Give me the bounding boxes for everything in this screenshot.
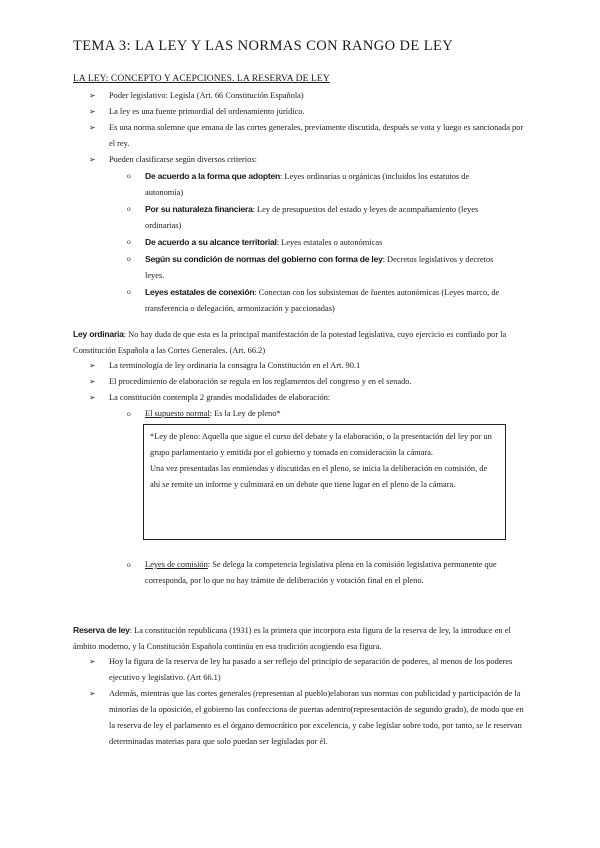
- list-item: o De acuerdo a la forma que adopten: Leyes ordinarias u orgánicas (incluidos los estatutos de autonomía): [127, 168, 509, 201]
- list-item: ➢ La ley es una fuente primordial del ordenamiento jurídico.: [89, 104, 529, 120]
- comision-list: [127, 557, 529, 589]
- arrow-bullet-icon: ➢: [89, 107, 96, 116]
- circle-bullet-icon: o: [127, 560, 131, 569]
- list-item: ➢ El procedimiento de elaboración se regula en los reglamentos del congreso y en el senado.: [89, 374, 529, 390]
- section-heading-la-ley: LA LEY: CONCEPTO Y ACEPCIONES. LA RESERVA DE LEY: [73, 74, 330, 84]
- arrow-bullet-icon: ➢: [89, 377, 96, 386]
- ley-ordinaria-bullet-list: [89, 358, 529, 406]
- arrow-bullet-icon: ➢: [89, 689, 96, 698]
- reserva-content: [89, 654, 529, 750]
- section1-content: [89, 88, 529, 317]
- ley-ordinaria-content: [89, 358, 529, 422]
- page-title: TEMA 3: LA LEY Y LAS NORMAS CON RANGO DE LEY: [73, 38, 454, 54]
- arrow-bullet-icon: ➢: [89, 393, 96, 402]
- criteria-list: [127, 168, 509, 317]
- circle-bullet-icon: o: [127, 287, 131, 296]
- modalidades-list: [127, 406, 529, 422]
- ley-ordinaria-paragraph: Ley ordinaria: No hay duda de que esta es la principal manifestación de la potestad legislativa, cuyo ejercicio es confiado por la Constitución Española a las Cortes Generales. (Art. 66.2): [73, 329, 507, 355]
- ley-ordinaria-term: Ley ordinaria: [73, 329, 124, 339]
- circle-bullet-icon: o: [127, 204, 131, 213]
- list-item: o Por su naturaleza financiera: Ley de presupuestos del estado y leyes de acompañamiento (leyes ordinarias): [127, 201, 509, 234]
- reserva-bullet-list: [89, 654, 529, 750]
- list-item: ➢ Es una norma solemne que emana de las cortes generales, previamente discutida, después se vota y luego es sancionada por el rey.: [89, 120, 529, 152]
- list-item: ➢ Hoy la figura de la reserva de ley ha pasado a ser reflejo del principio de separación de poderes, al menos de los poderes ejecutivo y legislativo. (Art 66.1): [89, 654, 529, 686]
- arrow-bullet-icon: ➢: [89, 123, 96, 132]
- list-item: ➢ Pueden clasificarse según diversos criterios:: [89, 152, 529, 168]
- list-item: o Leyes estatales de conexión: Conectan con los subsistemas de fuentes autonómicas (Leyes marco, de transferencia o delegación, armonización y paccionadas): [127, 284, 509, 317]
- ley-de-pleno-note-box: [143, 424, 506, 540]
- arrow-bullet-icon: ➢: [89, 155, 96, 164]
- circle-bullet-icon: o: [127, 409, 131, 418]
- list-item: ➢ La terminología de ley ordinaria la consagra la Constitución en el Art. 90.1: [89, 358, 529, 374]
- list-item: o El supuesto normal: Es la Ley de pleno*: [127, 406, 529, 422]
- list-item: o Leyes de comisión: Se delega la competencia legislativa plena en la comisión legislativa permanente que corresponda, por lo que no hay trámite de deliberación y votación final en el pleno.: [127, 557, 529, 589]
- list-item: ➢ Además, mientras que las cortes generales (representan al pueblo)elaboran sus normas con publicidad y participación de la minorías de la oposición, el gobierno las confecciona de puertas adentro(representación de segundo grado), de modo que en la reserva de ley el parlamento es el órgano democrático por excelencia, y cabe legislar sobre todo, por tanto, se le reservan determinadas materias para que solo puedan ser legisladas por él.: [89, 686, 529, 750]
- note-paragraph: Una vez presentadas las enmiendas y discutidas en el pleno, se inicia la deliberación en comisión, de ahí se remite un informe y culminará en un debate que tiene lugar en el pleno de la cámara.: [150, 464, 488, 489]
- note-paragraph: *Ley de pleno: Aquella que sigue el curso del debate y la elaboración, o la presentación del ley por un grupo parlamentario y emitida por el gobierno y tomada en consideración la cámara.: [150, 432, 492, 457]
- circle-bullet-icon: o: [127, 237, 131, 246]
- list-item: ➢ Poder legislativo: Legisla (Art. 66 Constitución Española): [89, 88, 529, 104]
- list-item: o De acuerdo a su alcance territorial: Leyes estatales o autonómicas: [127, 234, 509, 251]
- arrow-bullet-icon: ➢: [89, 91, 96, 100]
- leyes-comision-content: [127, 557, 529, 589]
- circle-bullet-icon: o: [127, 171, 131, 180]
- arrow-bullet-icon: ➢: [89, 361, 96, 370]
- circle-bullet-icon: o: [127, 254, 131, 263]
- arrow-bullet-icon: ➢: [89, 657, 96, 666]
- reserva-de-ley-term: Reserva de ley: [73, 625, 130, 635]
- reserva-de-ley-paragraph: Reserva de ley: La constitución republicana (1931) es la primera que incorpora esta figura de la reserva de ley, la introduce en el ámbito moderno, y la Constitución Española continúa en esa tradición acogiendo esa figura.: [73, 625, 511, 651]
- list-item: ➢ La constitución contempla 2 grandes modalidades de elaboración:: [89, 390, 529, 406]
- list-item: o Según su condición de normas del gobierno con forma de ley: Decretos legislativos y decretos leyes.: [127, 251, 509, 284]
- section1-bullet-list: [89, 88, 529, 168]
